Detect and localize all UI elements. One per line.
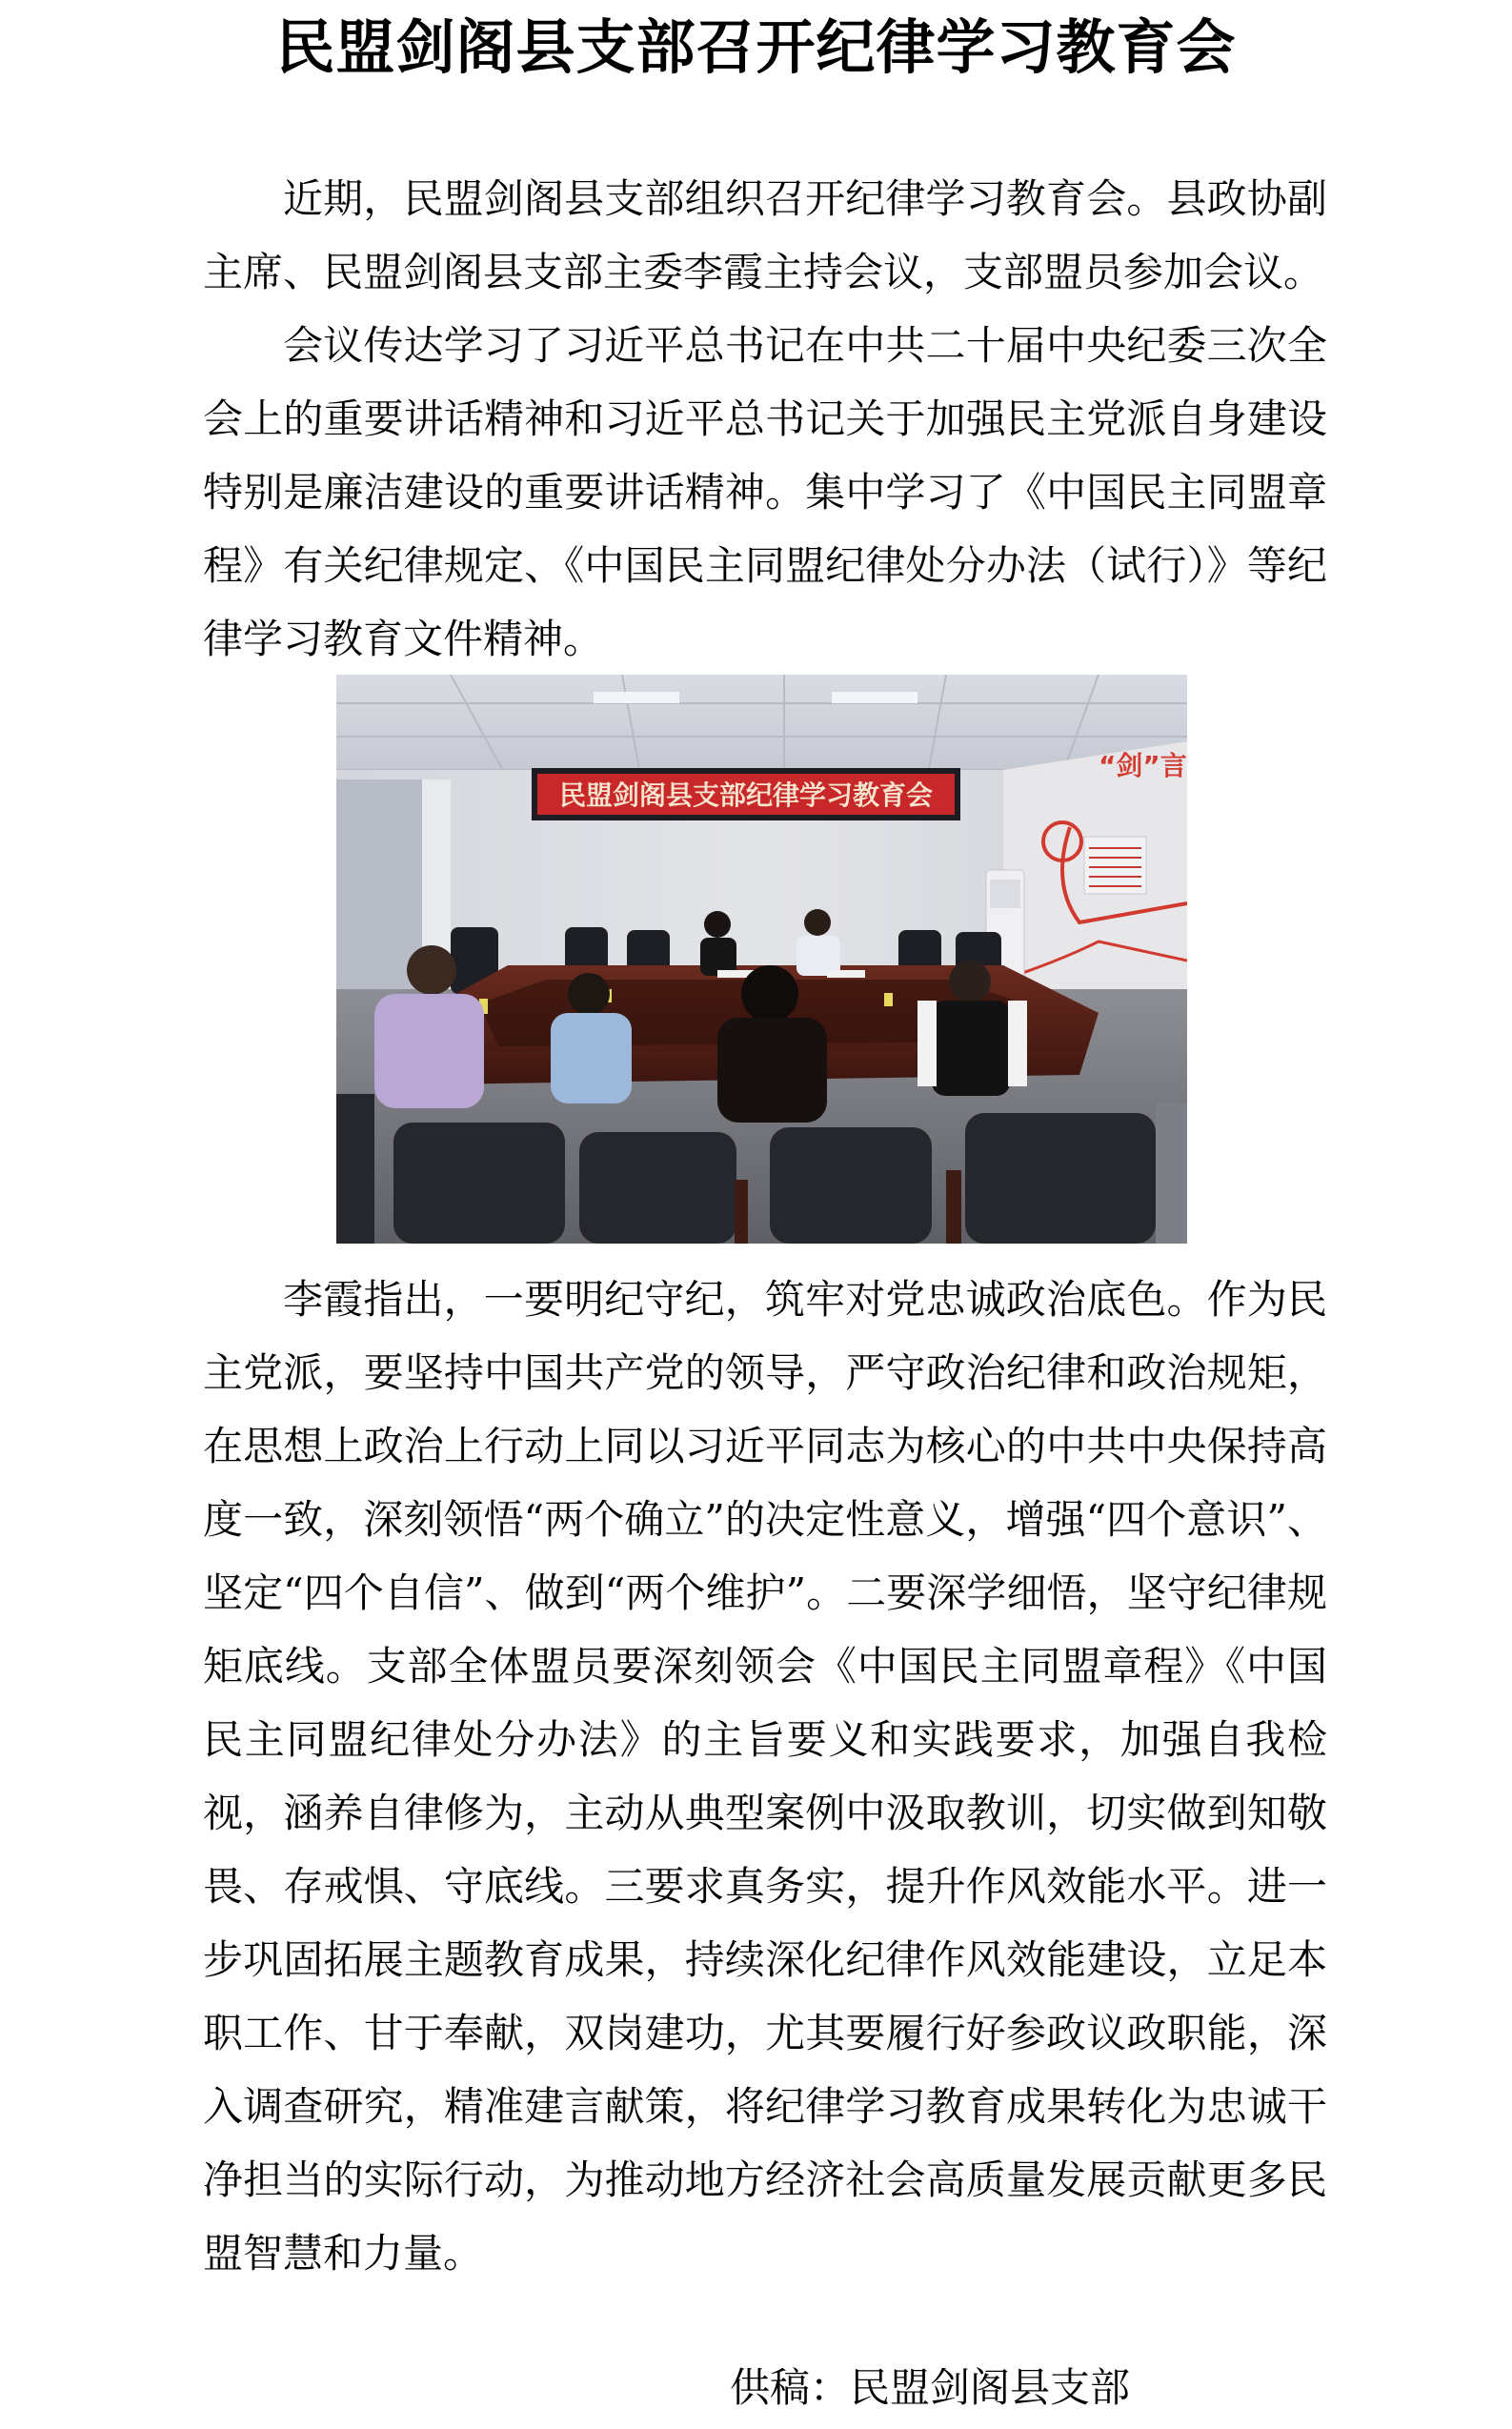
paragraph-intro: 近期，民盟剑阁县支部组织召开纪律学习教育会。县政协副主席、民盟剑阁县支部主委李霞主持会议，支部盟员参加会议。 (203, 175, 1327, 295)
article-body-intro (203, 162, 1327, 676)
paragraph-main: 李霞指出，一要明纪守纪，筑牢对党忠诚政治底色。作为民主党派，要坚持中国共产党的领导，严守政治纪律和政治规矩，在思想上政治上行动上同以习近平同志为核心的中共中央保持高度一致，深刻领悟“两个确立”的决定性意义，增强“四个意识”、坚定“四个自信”、做到“两个维护”。二要深学细悟，坚守纪律规矩底线。支部全体盟员要深刻领会《中国民主同盟章程》《中国民主同盟纪律处分办法》的主旨要义和实践要求，加强自我检视，涵养自律修为，主动从典型案例中汲取教训，切实做到知敬畏、存戒惧、守底线。三要求真务实，提升作风效能水平。进一步巩固拓展主题教育成果，持续深化纪律作风效能建设，立足本职工作、甘于奉献，双岗建功，尤其要履行好参政议政职能，深入调查研究，精准建言献策，将纪律学习教育成果转化为忠诚干净担当的实际行动，为推动地方经济社会高质量发展贡献更多民盟智慧和力量。 (203, 1276, 1327, 2277)
paragraph-meeting-content: 会议传达学习了习近平总书记在中共二十届中央纪委三次全会上的重要讲话精神和习近平总书记关于加强民主党派自身建设特别是廉洁建设的重要讲话精神。集中学习了《中国民主同盟章程》有关纪律规定、《中国民主同盟纪律处分办法（试行）》等纪律学习教育文件精神。 (203, 322, 1327, 662)
article-title: 民盟剑阁县支部召开纪律学习教育会 (275, 12, 1237, 82)
article-credit: 供稿：民盟剑阁县支部 (730, 2364, 1131, 2411)
article-body-main (203, 1263, 1327, 2290)
meeting-photo (336, 675, 1187, 1244)
banner-text: 民盟剑阁县支部纪律学习教育会 (558, 779, 934, 811)
wall-sign-text: “剑”言 (1099, 750, 1187, 781)
